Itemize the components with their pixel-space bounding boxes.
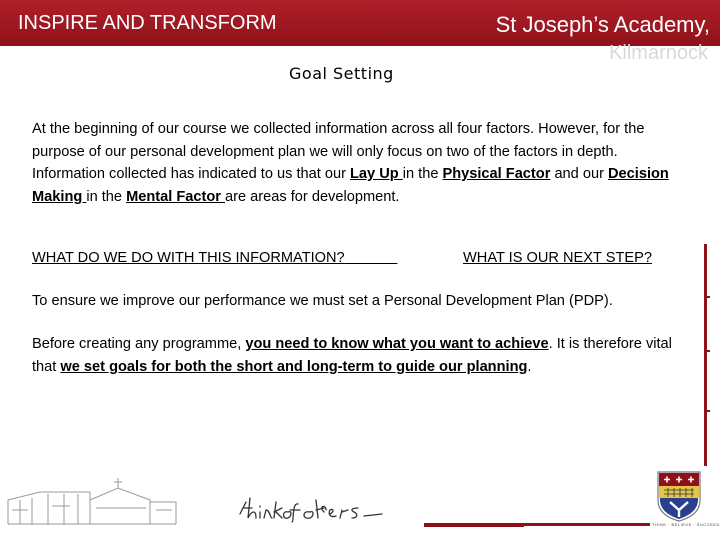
footer-divider bbox=[424, 526, 524, 527]
school-name: St Joseph’s Academy, bbox=[495, 12, 710, 37]
goals-text-5: . bbox=[527, 358, 532, 375]
page-title: Goal Setting bbox=[289, 64, 394, 83]
footer bbox=[0, 470, 720, 540]
intro-text-1: At the beginning of our course we collected information across all four factors. However, for the purpose of our personal development plan we will only focus on two of the factors in depth. Information collected has indicated to us that our bbox=[32, 121, 645, 183]
think-of-others-signature-icon bbox=[236, 492, 386, 528]
physical-factor-term: Physical Factor bbox=[442, 166, 551, 183]
header-tagline: INSPIRE AND TRANSFORM bbox=[18, 12, 277, 34]
goals-emphasis-2: we set goals for both the short and long-term to guide our planning bbox=[60, 358, 528, 375]
heading-next-step: WHAT IS OUR NEXT STEP? bbox=[463, 250, 652, 266]
side-accent-bar bbox=[704, 244, 707, 466]
heading-what-do-we-do bbox=[32, 250, 397, 266]
school-crest-logo bbox=[656, 470, 702, 522]
goals-emphasis-1: you need to know what you want to achieve bbox=[245, 336, 549, 352]
goals-paragraph bbox=[32, 333, 692, 378]
intro-text-9: are areas for development. bbox=[225, 188, 400, 205]
goals-text-3: . It is therefore vital that bbox=[32, 336, 672, 375]
lay-up-term: Lay Up bbox=[350, 166, 403, 183]
pdp-paragraph: To ensure we improve our performance we must set a Personal Development Plan (PDP). bbox=[32, 293, 613, 309]
goals-text-1: Before creating any programme, bbox=[32, 336, 246, 352]
side-tick bbox=[704, 410, 710, 412]
crest-motto: THINK · BELIEVE · SUCCEED bbox=[652, 522, 720, 527]
intro-text-5: and our bbox=[550, 166, 608, 183]
heading-left-text: WHAT DO WE DO WITH THIS INFORMATION? bbox=[32, 250, 345, 266]
school-town: Kilmarnock bbox=[609, 42, 708, 64]
side-tick bbox=[704, 350, 710, 352]
side-tick bbox=[704, 296, 710, 298]
intro-text-7: in the bbox=[86, 188, 127, 205]
intro-paragraph bbox=[32, 118, 692, 208]
decision-making-term: Decision Making bbox=[32, 166, 669, 205]
header-banner bbox=[0, 0, 720, 46]
intro-text-3: in the bbox=[402, 166, 443, 183]
mental-factor-term: Mental Factor bbox=[126, 188, 226, 205]
